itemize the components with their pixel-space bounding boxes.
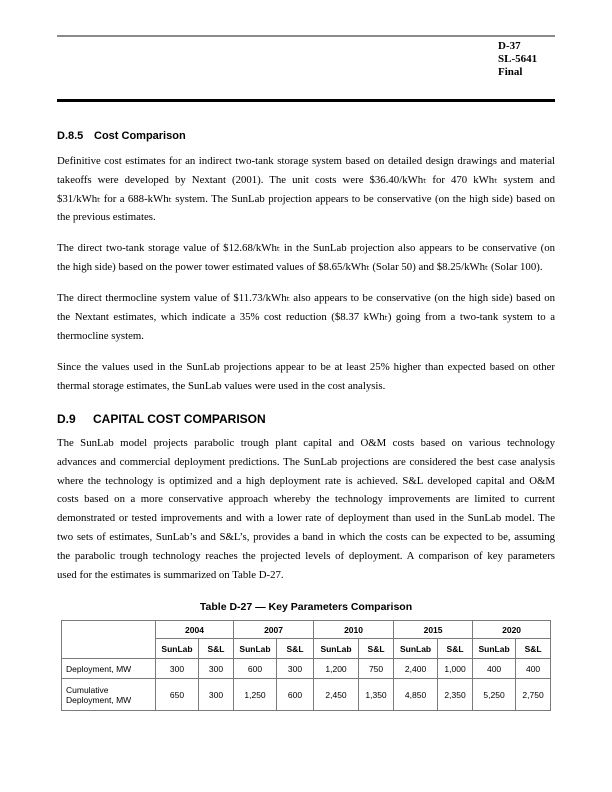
paragraph-line: two sets of estimates, SunLab’s and S&L’s, provides a band in which the costs can be expected to be, assuming xyxy=(57,530,555,543)
paragraph-line: thermocline system. xyxy=(57,329,144,342)
paragraph-line: costs based on a more conservative approach whereby the technology improvements are limited to current xyxy=(57,493,555,506)
section-title: Cost Comparison xyxy=(94,130,186,142)
year-header: 2015 xyxy=(394,621,473,639)
table-cell: 2,750 xyxy=(516,679,551,711)
paragraph-capital-cost xyxy=(57,434,555,584)
paragraph-line: demonstrated or tested improvements and with a lower rate of deployment than used in the SunLab model. The xyxy=(57,512,555,525)
paragraph-line: advances and commercial deployment predictions. The SunLab projections are considered the best case analysis xyxy=(57,455,555,468)
paragraph-line: the Nextant estimates, which indicate a 35% cost reduction ($8.37 kWhₜ) going from a two-tank system to a xyxy=(57,310,555,323)
table-cell: 2,450 xyxy=(314,679,359,711)
paragraph-line: $31/kWhₜ for a 688-kWhₜ system. The SunLab projection appears to be conservative (on the high side) based on xyxy=(57,192,555,205)
paragraph-line: the parabolic trough technology reaches the projected levels of deployment. A comparison of key parameters xyxy=(57,549,555,562)
header-bottom-rule xyxy=(57,99,555,102)
paragraph-line: The SunLab model projects parabolic trough plant capital and O&M costs based on various technology xyxy=(57,437,555,449)
paragraph-line: takeoffs were developed by Nextant (2001). The unit costs were $36.40/kWhₜ for 470 kWhₜ system and xyxy=(57,173,555,186)
section-title: CAPITAL COST COMPARISON xyxy=(93,412,266,426)
paragraph-line: the high side) based on the power tower estimated values of $8.65/kWhₜ (Solar 50) and $8.25/kWhₜ (Solar 100). xyxy=(57,260,543,273)
table-cell: 1,000 xyxy=(438,659,473,679)
table-cell: 300 xyxy=(199,679,234,711)
table-cell: 4,850 xyxy=(394,679,438,711)
column-header: SunLab xyxy=(473,639,516,659)
year-header: 2010 xyxy=(314,621,394,639)
column-header: SunLab xyxy=(234,639,277,659)
table-cell: 650 xyxy=(156,679,199,711)
table-cell: 750 xyxy=(359,659,394,679)
year-header: 2004 xyxy=(156,621,234,639)
page-number: D-37 xyxy=(498,40,521,52)
paragraph-line: used for the estimates is summarized on Table D-27. xyxy=(57,568,284,581)
table-cell: 1,250 xyxy=(234,679,277,711)
table-cell: 2,400 xyxy=(394,659,438,679)
section-heading-d85 xyxy=(57,129,186,143)
table-cell: 5,250 xyxy=(473,679,516,711)
year-header-row xyxy=(62,621,551,639)
year-header: 2007 xyxy=(234,621,314,639)
report-id: SL-5641 xyxy=(498,53,538,65)
section-heading-d9 xyxy=(57,411,266,427)
table-cell: 300 xyxy=(277,659,314,679)
column-header: S&L xyxy=(199,639,234,659)
paragraph-line: Definitive cost estimates for an indirect two-tank storage system based on detailed design drawings and material xyxy=(57,155,555,167)
year-header: 2020 xyxy=(473,621,551,639)
paragraph-nextant-estimates xyxy=(57,152,555,227)
column-header: SunLab xyxy=(314,639,359,659)
table-cell: 300 xyxy=(156,659,199,679)
empty-corner-cell xyxy=(62,621,156,659)
paragraph-sunlab-values xyxy=(57,358,555,396)
table-cell: 400 xyxy=(473,659,516,679)
table-cell: 1,350 xyxy=(359,679,394,711)
table-cell: 1,200 xyxy=(314,659,359,679)
paragraph-two-tank xyxy=(57,239,555,277)
paragraph-line: Since the values used in the SunLab projections appear to be at least 25% higher than expected based on other xyxy=(57,361,555,373)
header-top-rule xyxy=(57,35,555,37)
column-header: SunLab xyxy=(156,639,199,659)
section-number: D.8.5 xyxy=(57,130,84,142)
column-header: SunLab xyxy=(394,639,438,659)
document-status: Final xyxy=(498,66,523,78)
column-header: S&L xyxy=(277,639,314,659)
column-header: S&L xyxy=(359,639,394,659)
table-cell: 2,350 xyxy=(438,679,473,711)
key-parameters-table xyxy=(61,620,551,711)
table-cell: 600 xyxy=(277,679,314,711)
running-header xyxy=(498,40,537,79)
section-number: D.9 xyxy=(57,412,76,426)
column-header: S&L xyxy=(438,639,473,659)
paragraph-line: thermal storage estimates, the SunLab values were used in the cost analysis. xyxy=(57,379,386,392)
table-row xyxy=(62,679,551,711)
table-cell: 600 xyxy=(234,659,277,679)
paragraph-line: The direct thermocline system value of $11.73/kWhₜ also appears to be conservative (on the high side) based on xyxy=(57,292,555,304)
paragraph-line: where the technology is optimized and a high deployment rate is achieved. S&L developed capital and O&M xyxy=(57,474,555,487)
table-title: Table D-27 — Key Parameters Comparison xyxy=(199,601,413,613)
paragraph-thermocline xyxy=(57,289,555,345)
table-row xyxy=(62,659,551,679)
table-cell: 400 xyxy=(516,659,551,679)
column-header: S&L xyxy=(516,639,551,659)
paragraph-line: The direct two-tank storage value of $12.68/kWhₜ in the SunLab projection also appears to be conservative (on xyxy=(57,242,555,254)
table-cell: 300 xyxy=(199,659,234,679)
paragraph-line: the previous estimates. xyxy=(57,211,156,224)
row-label: Cumulative Deployment, MW xyxy=(62,679,156,711)
row-label: Deployment, MW xyxy=(62,659,156,679)
